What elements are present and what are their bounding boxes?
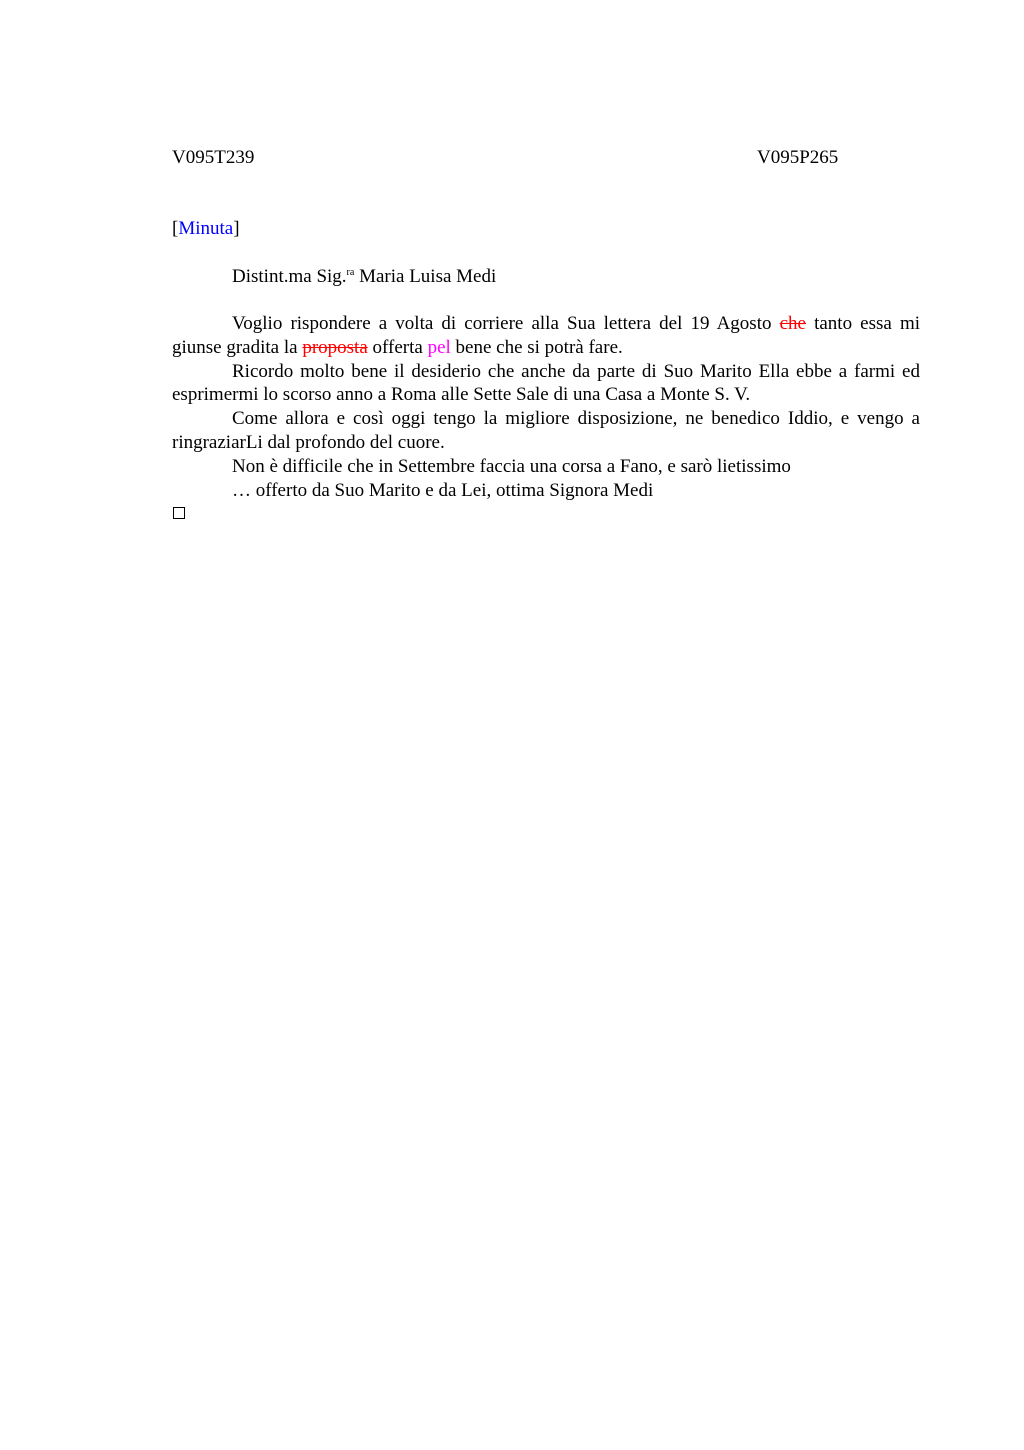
tag-close-bracket: ]	[233, 218, 240, 239]
salutation-superscript: ra	[346, 267, 355, 278]
deleted-word-proposta: proposta	[302, 336, 368, 358]
paragraph-2: Ricordo molto bene il desiderio che anche da parte di Suo Marito Ella ebbe a farmi ed esprimermi lo scorso anno a Roma alle Sette Sale di una Casa a Monte S. V.	[172, 360, 920, 406]
paragraph-3: Come allora e così oggi tengo la migliore disposizione, ne benedico Iddio, e vengo a ringraziarLi dal profondo del cuore.	[172, 408, 920, 453]
paragraph-1	[172, 312, 920, 360]
inserted-word-pel: pel	[427, 336, 451, 358]
paragraph-1-text-c: offerta	[367, 336, 428, 358]
salutation-name: Maria Luisa Medi	[354, 266, 497, 287]
deleted-word-che: che	[779, 313, 806, 334]
empty-square-icon	[173, 507, 185, 519]
document-code-right: V095P265	[757, 147, 839, 168]
paragraph-5: … offerto da Suo Marito e da Lei, ottima Signora Medi	[232, 479, 654, 501]
paragraph-1-text-a: Voglio rispondere a volta di corriere alla Sua lettera del 19 Agosto	[232, 313, 780, 334]
minuta-tag	[172, 218, 240, 240]
tag-open-bracket: [	[172, 218, 179, 239]
paragraph-4: Non è difficile che in Settembre faccia una corsa a Fano, e sarò lietissimo	[232, 455, 791, 477]
paragraph-1-text-d: bene che si potrà fare.	[450, 336, 623, 358]
tag-word: Minuta	[178, 218, 234, 239]
document-code-left: V095T239	[172, 147, 255, 168]
paragraph-1-text-b: tanto essa mi giunse gradita la	[172, 313, 921, 358]
salutation-title: Distint.ma Sig.	[232, 266, 347, 287]
salutation	[232, 266, 496, 288]
letter-body	[172, 312, 920, 502]
